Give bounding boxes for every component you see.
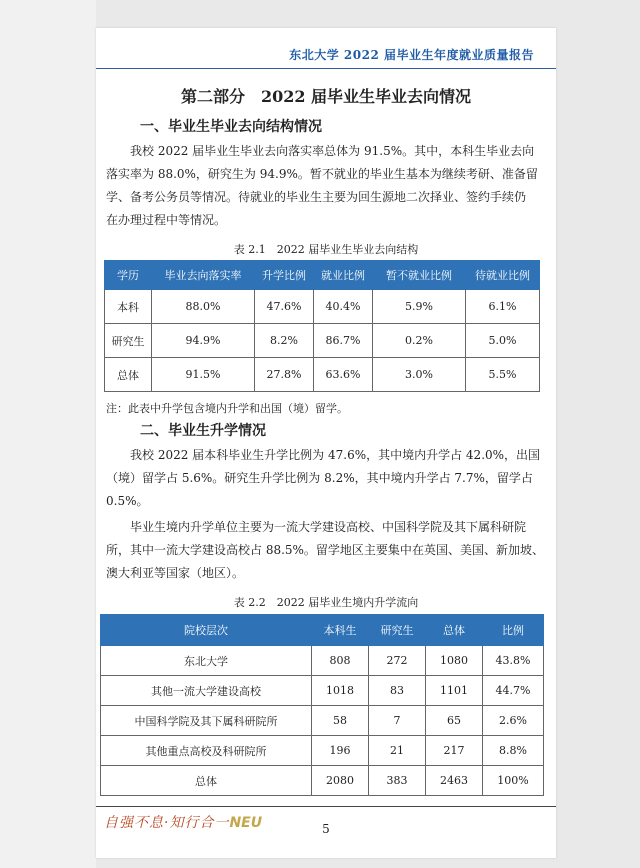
table-header-cell: 院校层次 [101, 615, 312, 646]
section2-paragraph-2 [106, 516, 546, 585]
text-line: 我校 2022 届毕业生毕业去向落实率总体为 91.5%。其中，本科生毕业去向 [130, 144, 535, 158]
table-header-cell: 升学比例 [255, 261, 314, 290]
motto-text: 自强不息·知行合一 [104, 815, 230, 831]
table-header-cell: 暂不就业比例 [373, 261, 466, 290]
table2 [100, 614, 544, 796]
text-line: 0.5%。 [106, 494, 149, 508]
table-cell: 47.6% [255, 290, 314, 324]
table-header-cell: 待就业比例 [466, 261, 540, 290]
table-row [105, 290, 540, 324]
text-line: 落实率为 88.0%，研究生为 94.9%。暂不就业的毕业生基本为继续考研、准备留 [106, 167, 538, 181]
table-cell: 0.2% [373, 324, 466, 358]
table-cell: 383 [369, 766, 426, 796]
table2-header-row [101, 615, 544, 646]
table-cell: 总体 [101, 766, 312, 796]
table-cell: 2463 [426, 766, 483, 796]
table-header-cell: 就业比例 [314, 261, 373, 290]
table-cell: 其他一流大学建设高校 [101, 676, 312, 706]
table-cell: 21 [369, 736, 426, 766]
background-edge [0, 0, 96, 868]
table-cell: 5.5% [466, 358, 540, 392]
table-row [105, 324, 540, 358]
table-cell: 196 [312, 736, 369, 766]
table1-header-row [105, 261, 540, 290]
running-header: 东北大学 2022 届毕业生年度就业质量报告 [289, 48, 534, 62]
section-title-1: 一、毕业生毕业去向结构情况 [140, 119, 322, 135]
text-line: 我校 2022 届本科毕业生升学比例为 47.6%，其中境内升学占 42.0%，出国 [130, 448, 541, 462]
footer-rule [96, 806, 556, 807]
table-cell: 7 [369, 706, 426, 736]
text-line: （境）留学占 5.6%。研究生升学比例为 8.2%，其中境内升学占 7.7%，留学占 [106, 471, 533, 485]
table-cell: 91.5% [152, 358, 255, 392]
table-row [101, 646, 544, 676]
text-line: 澳大利亚等国家（地区）。 [106, 566, 245, 580]
table-cell: 40.4% [314, 290, 373, 324]
table-cell: 总体 [105, 358, 152, 392]
table-row [101, 736, 544, 766]
part-title: 第二部分 2022 届毕业生毕业去向情况 [180, 87, 472, 106]
table-cell: 83 [369, 676, 426, 706]
document-page [96, 28, 556, 858]
table-cell: 6.1% [466, 290, 540, 324]
table-row [101, 766, 544, 796]
table1-note: 注：此表中升学包含境内升学和出国（境）留学。 [106, 402, 348, 415]
section-title-2: 二、毕业生升学情况 [140, 423, 266, 439]
table-header-cell: 研究生 [369, 615, 426, 646]
table-cell: 63.6% [314, 358, 373, 392]
text-line: 毕业生境内升学单位主要为一流大学建设高校、中国科学院及其下属科研院 [130, 520, 527, 534]
table2-caption: 表 2.2 2022 届毕业生境内升学流向 [233, 596, 419, 609]
table-cell: 本科 [105, 290, 152, 324]
table-cell: 2.6% [483, 706, 544, 736]
table-cell: 65 [426, 706, 483, 736]
table-cell: 研究生 [105, 324, 152, 358]
table-cell: 88.0% [152, 290, 255, 324]
table1 [104, 260, 540, 392]
table-cell: 808 [312, 646, 369, 676]
table-cell: 1101 [426, 676, 483, 706]
table-header-cell: 本科生 [312, 615, 369, 646]
table-cell: 43.8% [483, 646, 544, 676]
table-row [105, 358, 540, 392]
table-header-cell: 比例 [483, 615, 544, 646]
table-cell: 东北大学 [101, 646, 312, 676]
table-cell: 44.7% [483, 676, 544, 706]
table-cell: 1080 [426, 646, 483, 676]
table-cell: 58 [312, 706, 369, 736]
table-cell: 5.9% [373, 290, 466, 324]
table-cell: 1018 [312, 676, 369, 706]
table-cell: 3.0% [373, 358, 466, 392]
table-header-cell: 总体 [426, 615, 483, 646]
table-cell: 8.8% [483, 736, 544, 766]
table-row [101, 676, 544, 706]
table-header-cell: 毕业去向落实率 [152, 261, 255, 290]
table-cell: 86.7% [314, 324, 373, 358]
table-header-cell: 学历 [105, 261, 152, 290]
table-cell: 8.2% [255, 324, 314, 358]
table-cell: 272 [369, 646, 426, 676]
neu-logo-mark: NEU [229, 815, 263, 831]
table-cell: 其他重点高校及科研院所 [101, 736, 312, 766]
table-row [101, 706, 544, 736]
section2-paragraph-1 [106, 444, 546, 513]
text-line: 学、备考公务员等情况。待就业的毕业生主要为回生源地二次择业、签约手续仍 [106, 190, 527, 204]
table-cell: 94.9% [152, 324, 255, 358]
text-line: 所，其中一流大学建设高校占 88.5%。留学地区主要集中在英国、美国、新加坡、 [106, 543, 544, 557]
page-number: 5 [322, 822, 330, 836]
table-cell: 中国科学院及其下属科研院所 [101, 706, 312, 736]
text-line: 在办理过程中等情况。 [106, 213, 227, 227]
table-cell: 27.8% [255, 358, 314, 392]
table1-caption: 表 2.1 2022 届毕业生毕业去向结构 [233, 243, 419, 256]
table-cell: 100% [483, 766, 544, 796]
section1-paragraph [106, 140, 546, 232]
header-rule [96, 68, 556, 69]
table-cell: 5.0% [466, 324, 540, 358]
table-cell: 2080 [312, 766, 369, 796]
table-cell: 217 [426, 736, 483, 766]
